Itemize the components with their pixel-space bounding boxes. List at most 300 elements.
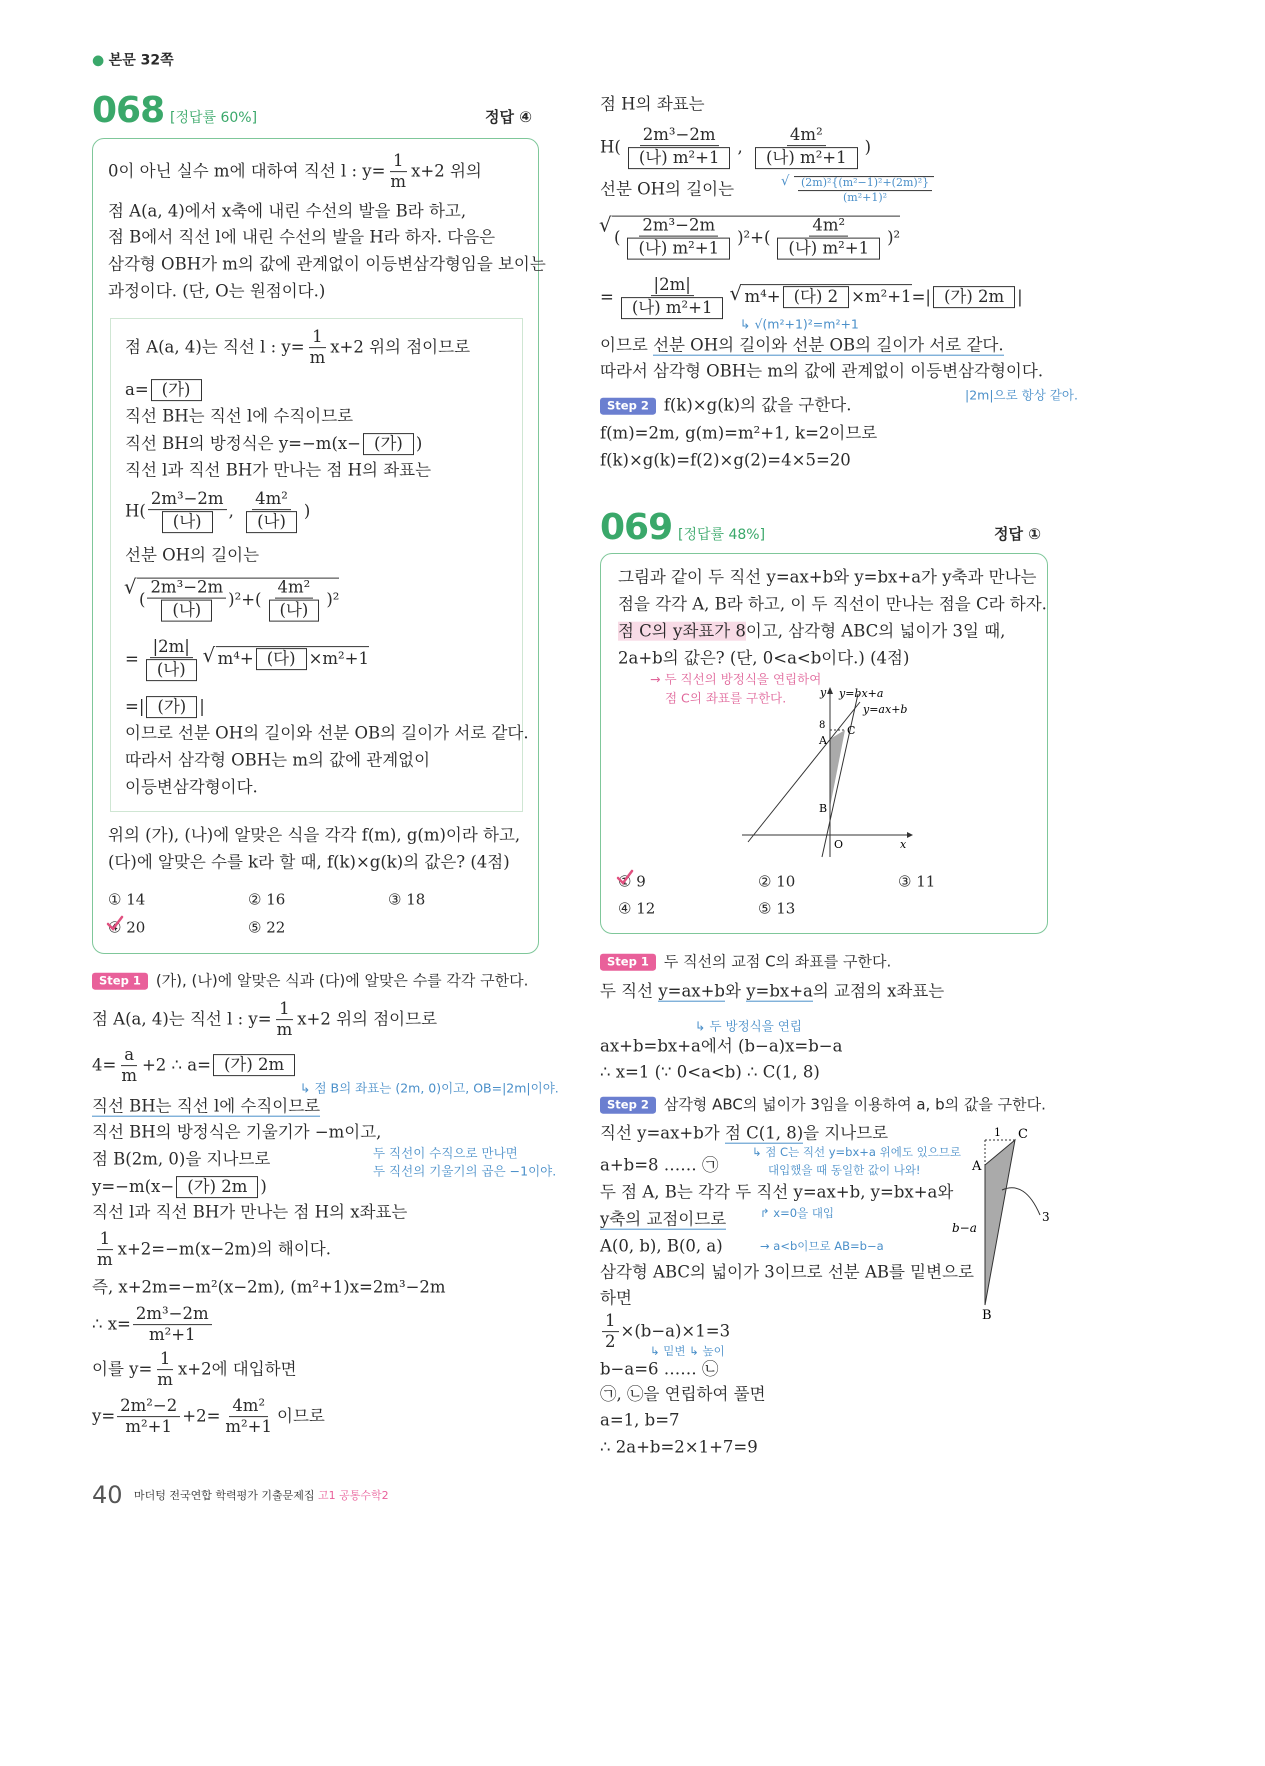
question-line xyxy=(108,853,510,874)
annotation: ↳ 점 B의 좌표는 (2m, 0)이고, OB=|2m|이야. xyxy=(300,1080,559,1096)
label-b-minus-a: b−a xyxy=(952,1221,977,1235)
text: 와 xyxy=(725,981,747,1001)
denominator xyxy=(387,172,409,192)
text: 하면 xyxy=(600,1288,632,1308)
choice-5[interactable]: ⑤ 13 xyxy=(758,899,796,918)
solution-line xyxy=(600,276,1023,320)
solution-line xyxy=(92,1203,407,1224)
problem-line xyxy=(618,568,1036,589)
step-title: f(k)×g(k)의 값을 구한다. xyxy=(663,395,852,415)
problem-line xyxy=(108,228,495,249)
label-C: C xyxy=(1018,1127,1028,1142)
numerator xyxy=(390,152,407,172)
step-title: (가), (나)에 알맞은 식과 (다)에 알맞은 수를 각각 구한다. xyxy=(155,971,529,990)
text: 을 지나므로 xyxy=(803,1123,889,1143)
denominator xyxy=(146,1325,199,1345)
subject: 고1 공통수학2 xyxy=(318,1489,389,1503)
answer-label: 정답 ① xyxy=(994,525,1041,543)
text: x+2에 대입하면 xyxy=(177,1359,297,1379)
step-title: 두 직선의 교점 C의 좌표를 구한다. xyxy=(663,952,892,971)
solution-line xyxy=(600,1289,632,1310)
text: 그림과 같이 두 직선 y=ax+b와 y=bx+a가 y축과 만나는 xyxy=(618,567,1037,587)
text: 이를 y= xyxy=(92,1359,153,1379)
numerator xyxy=(640,126,719,146)
proof-line xyxy=(125,578,339,623)
solution-line xyxy=(600,451,851,472)
fraction xyxy=(117,1397,180,1437)
pointer-arrow-icon xyxy=(1002,1188,1040,1215)
text: x+2 위의 점이므로 xyxy=(330,337,471,357)
fraction xyxy=(241,490,302,534)
text: ×m²+1 xyxy=(851,287,912,307)
choice-3[interactable]: ③ 11 xyxy=(898,872,936,891)
text: ) xyxy=(415,434,423,454)
proof-line xyxy=(125,724,529,745)
solution-line xyxy=(92,1230,331,1270)
problem-line xyxy=(108,202,466,223)
proof-line xyxy=(125,378,204,402)
text: 직선 BH의 방정식은 기울기가 −m이고, xyxy=(92,1122,382,1142)
text: 2m²−2 xyxy=(120,1396,178,1416)
step1-heading xyxy=(92,971,528,992)
problem-line xyxy=(108,255,546,276)
text: f(k)×g(k)=f(2)×g(2)=4×5=20 xyxy=(600,450,851,470)
denominator xyxy=(750,146,863,170)
solution-line xyxy=(600,1438,758,1459)
text: 선분 OH의 길이는 xyxy=(125,545,260,565)
fraction xyxy=(387,152,409,192)
fraction xyxy=(118,1046,140,1086)
triangle-abc xyxy=(830,730,845,807)
check-mark-icon xyxy=(106,915,124,931)
text: 점 A(a, 4)는 직선 l : y= xyxy=(125,337,305,357)
denominator xyxy=(840,191,890,204)
text: m²+1 xyxy=(125,1417,172,1437)
choice-4[interactable]: ④ 12 xyxy=(618,899,656,918)
line-bx-a xyxy=(822,694,858,857)
text: m²+1 xyxy=(148,1325,196,1345)
text: 4m² xyxy=(255,489,288,509)
problem-line xyxy=(618,595,1047,616)
text: 삼각형 OBH가 m의 값에 관계없이 이등변삼각형임을 보이는 xyxy=(108,254,546,274)
triangle-diagram xyxy=(950,1120,1060,1325)
text: 점 B에서 직선 l에 내린 수선의 발을 H라 하자. 다음은 xyxy=(108,227,496,247)
text: y=−m(x− xyxy=(92,1177,175,1197)
solution-line xyxy=(600,1156,719,1177)
text: x+2=−m(x−2m)의 해이다. xyxy=(117,1239,331,1259)
check-mark-icon xyxy=(616,869,634,885)
answer-blank: (나) m²+1 xyxy=(777,238,880,260)
text: =| xyxy=(125,697,145,717)
text: 0이 아닌 실수 m에 대하여 직선 l : y= xyxy=(108,161,386,181)
problem-number: 068 xyxy=(92,90,165,131)
text: =| xyxy=(911,287,931,307)
text: 점 A(a, 4)는 직선 l : y= xyxy=(92,1009,272,1029)
fraction xyxy=(94,1230,116,1270)
answer-blank: (나) m²+1 xyxy=(755,147,858,169)
text: 두 직선 xyxy=(600,981,659,1001)
text: ) xyxy=(303,501,311,521)
problem-line xyxy=(108,282,325,303)
text: +2= xyxy=(182,1406,221,1426)
y-arrow-icon xyxy=(827,687,833,694)
numerator xyxy=(133,1305,212,1325)
answer-blank: (나) m²+1 xyxy=(621,297,724,319)
solution-line xyxy=(600,1385,766,1406)
text: 이므로 선분 OH의 길이와 선분 OB의 길이가 서로 같다. xyxy=(125,723,529,743)
text: 2m³−2m xyxy=(150,577,224,597)
numerator xyxy=(809,217,848,237)
text: 따라서 삼각형 OBH는 m의 값에 관계없이 이등변삼각형이다. xyxy=(600,361,1044,381)
text: (m²+1)² xyxy=(843,190,888,204)
answer-blank: (나) xyxy=(246,511,297,533)
choice-2[interactable]: ② 10 xyxy=(758,872,796,891)
square-root xyxy=(137,578,339,623)
answer-blank: (가) 2m xyxy=(213,1054,295,1076)
text: 4m² xyxy=(789,125,823,145)
annotation: 대입했을 때 동일한 값이 나와! xyxy=(768,1163,921,1178)
text: 이므로 xyxy=(600,335,654,355)
numerator xyxy=(275,579,314,599)
solution-line xyxy=(600,1124,888,1145)
answer-blank: (나) xyxy=(162,511,213,533)
text: 1 xyxy=(99,1229,111,1249)
underlined-text: y=ax+b xyxy=(658,981,725,1001)
text: 1 xyxy=(312,327,323,347)
text: H( xyxy=(600,137,621,157)
underlined-text: y=bx+a xyxy=(746,981,813,1001)
triangle-abc xyxy=(985,1140,1015,1305)
numerator xyxy=(121,1046,137,1066)
text: 직선 BH의 방정식은 y=−m(x− xyxy=(125,434,362,454)
fraction xyxy=(274,1000,296,1040)
text: )²+( xyxy=(228,589,262,609)
annotation: ↳ 점 C는 직선 y=bx+a 위에도 있으므로 xyxy=(752,1145,962,1160)
answer-blank: (가) xyxy=(363,433,414,455)
numerator xyxy=(147,579,226,599)
answer-blank: (다) 2 xyxy=(783,286,850,308)
label-line2: y=ax+b xyxy=(863,703,908,716)
problem-number: 069 xyxy=(600,507,673,548)
denominator xyxy=(156,599,217,623)
answer-blank: (다) xyxy=(256,648,307,670)
text: 두 점 A, B는 각각 두 직선 y=ax+b, y=bx+a와 xyxy=(600,1182,954,1202)
label-x: x xyxy=(900,838,907,851)
solution-line xyxy=(600,362,1043,383)
denominator xyxy=(141,658,202,682)
answer-blank: (가) 2m xyxy=(933,286,1015,308)
label-3: 3 xyxy=(1042,1210,1050,1224)
answer-blank: (나) m²+1 xyxy=(628,147,731,169)
denominator xyxy=(154,1370,176,1390)
choice-1[interactable]: ① 14 xyxy=(108,890,146,909)
numerator xyxy=(97,1230,114,1250)
text: H( xyxy=(125,501,146,521)
solution-line xyxy=(600,1183,953,1204)
text: | xyxy=(1017,287,1023,307)
numerator xyxy=(787,126,826,146)
text: 직선 l과 직선 BH가 만나는 점 H의 좌표는 xyxy=(125,460,432,480)
pink-annotation: 점 C의 좌표를 구한다. xyxy=(665,690,787,706)
text: x+2 위의 xyxy=(411,161,482,181)
numerator xyxy=(276,1000,293,1020)
label-B: B xyxy=(982,1308,992,1323)
text: 과정이다. (단, O는 원점이다.) xyxy=(108,281,326,301)
fraction xyxy=(154,1350,176,1390)
label-O: O xyxy=(834,838,844,851)
graph-figure xyxy=(735,682,920,862)
text: |2m| xyxy=(152,637,190,657)
choice-2[interactable]: ② 16 xyxy=(248,890,286,909)
x-arrow-icon xyxy=(907,832,913,838)
annotation: → a<b이므로 AB=b−a xyxy=(760,1239,884,1254)
text: 4m² xyxy=(812,215,846,235)
denominator xyxy=(264,599,325,623)
denominator xyxy=(307,348,329,368)
step1-badge: Step 1 xyxy=(600,954,656,970)
text: ( xyxy=(139,589,146,609)
line-ax-b xyxy=(748,702,860,842)
answer-blank: (가) xyxy=(146,696,197,718)
answer-blank: (가) 2m xyxy=(176,1176,258,1198)
text: ∴ x=1 (∵ 0<a<b) ∴ C(1, 8) xyxy=(600,1062,820,1082)
text: 2a+b의 값은? (단, 0<a<b이다.) (4점) xyxy=(618,648,910,668)
solution-line xyxy=(600,1237,723,1258)
text: m²+1 xyxy=(225,1417,272,1437)
fraction xyxy=(616,276,729,320)
text: 1 xyxy=(393,151,404,171)
numerator xyxy=(150,638,193,658)
solution-line xyxy=(92,1097,320,1118)
fraction xyxy=(750,126,863,170)
choice-1[interactable]: ① 9 xyxy=(618,872,646,891)
text: ( xyxy=(614,227,621,247)
text: 2m³−2m xyxy=(642,215,716,235)
numerator xyxy=(798,177,932,191)
text: (다)에 알맞은 수를 k라 할 때, f(k)×g(k)의 값은? (4점) xyxy=(108,852,510,872)
text: 의 교점의 x좌표는 xyxy=(812,981,945,1001)
text: 2m³−2m xyxy=(150,489,224,509)
answer-label: 정답 ④ xyxy=(485,108,532,126)
solution-line xyxy=(92,1046,297,1086)
choice-3[interactable]: ③ 18 xyxy=(388,890,426,909)
denominator xyxy=(616,296,729,320)
text: 1 xyxy=(279,999,290,1019)
numerator xyxy=(157,1350,174,1370)
choice-4[interactable]: ④ 20 xyxy=(108,918,146,937)
denominator xyxy=(772,237,885,261)
label-C: C xyxy=(847,724,856,737)
fraction xyxy=(148,490,227,534)
proof-line xyxy=(125,328,470,368)
book-title xyxy=(134,1489,389,1503)
page-number: 40 xyxy=(92,1481,123,1509)
text: x+2 위의 점이므로 xyxy=(297,1009,438,1029)
text: = xyxy=(125,649,139,669)
denominator xyxy=(222,1417,275,1437)
text: |2m| xyxy=(653,275,691,295)
circle-icon: ● xyxy=(92,52,105,69)
text: a= xyxy=(125,380,149,400)
text: ax+b=bx+a에서 (b−a)x=b−a xyxy=(600,1036,843,1056)
text: (2m)²{(m²−1)²+(2m)²} xyxy=(801,176,930,190)
correct-rate: [정답률 60%] xyxy=(170,110,258,126)
text: ×m²+1 xyxy=(308,649,369,669)
text: 이므로 xyxy=(277,1406,325,1426)
solution-line xyxy=(92,1397,325,1437)
solution-line xyxy=(600,216,900,261)
label-B: B xyxy=(819,802,828,815)
text: b−a=6 …… ㉡ xyxy=(600,1359,719,1379)
step2-heading xyxy=(600,1095,1046,1116)
numerator xyxy=(117,1397,180,1417)
text: , xyxy=(737,137,748,157)
fraction xyxy=(622,217,735,261)
text: 점 H의 좌표는 xyxy=(600,94,705,114)
question-line xyxy=(108,826,520,847)
text: 점 A(a, 4)에서 x축에 내린 수선의 발을 B라 하고, xyxy=(108,201,467,221)
numerator xyxy=(252,490,291,510)
text: 직선 y=ax+b가 xyxy=(600,1123,725,1143)
text: 점을 각각 A, B라 하고, 이 두 직선이 만나는 점을 C라 하자. xyxy=(618,594,1047,614)
square-root xyxy=(794,176,934,204)
numerator xyxy=(229,1397,268,1417)
text: 점 B(2m, 0)을 지나므로 xyxy=(92,1149,271,1169)
annotation-sqrt xyxy=(782,176,934,204)
underlined-text: 직선 BH는 직선 l에 수직이므로 xyxy=(92,1096,321,1116)
text: )² xyxy=(887,227,901,247)
text: | xyxy=(199,697,205,717)
text: 이등변삼각형이다. xyxy=(125,777,258,797)
text: A(0, b), B(0, a) xyxy=(600,1236,723,1256)
solution-line xyxy=(600,1360,719,1381)
solution-line xyxy=(92,1123,381,1144)
annotation: 두 직선이 수직으로 만나면 xyxy=(373,1145,518,1161)
solution-line xyxy=(600,1210,726,1231)
square-root xyxy=(742,284,911,309)
denominator xyxy=(122,1417,175,1437)
proof-line xyxy=(125,695,205,719)
text: y= xyxy=(92,1406,116,1426)
proof-line xyxy=(125,546,259,567)
annotation: ↳ 두 방정식을 연립 xyxy=(695,1018,802,1034)
solution-line xyxy=(600,126,871,170)
fraction xyxy=(798,177,932,204)
proof-line xyxy=(125,490,310,534)
book-name: 마더텅 전국연합 학력평가 기출문제집 xyxy=(134,1489,315,1503)
step-title: 삼각형 ABC의 넓이가 3임을 이용하여 a, b의 값을 구한다. xyxy=(663,1095,1046,1114)
text: a+b=8 …… ㉠ xyxy=(600,1155,719,1175)
solution-line xyxy=(600,1063,820,1084)
label-A: A xyxy=(972,1159,982,1174)
highlighted-text: 점 C의 y좌표가 8 xyxy=(618,621,746,641)
correct-rate: [정답률 48%] xyxy=(678,527,766,543)
answer-blank: (나) xyxy=(146,659,197,681)
label-A: A xyxy=(819,734,827,747)
fraction xyxy=(623,126,736,170)
answer-blank: (가) xyxy=(151,379,202,401)
text: 4m² xyxy=(277,577,311,597)
annotation: 두 직선의 기울기의 곱은 −1이야. xyxy=(373,1163,557,1179)
text: 직선 l과 직선 BH가 만나는 점 H의 x좌표는 xyxy=(92,1202,408,1222)
proof-line xyxy=(125,778,258,799)
text: 이고, 삼각형 ABC의 넓이가 3일 때, xyxy=(745,621,1006,641)
fraction xyxy=(264,579,325,623)
denominator xyxy=(118,1066,140,1086)
solution-line xyxy=(600,424,877,445)
denominator xyxy=(622,237,735,261)
text: f(m)=2m, g(m)=m²+1, k=2이므로 xyxy=(600,423,878,443)
numerator xyxy=(602,1312,619,1332)
fraction xyxy=(602,1312,619,1352)
fraction xyxy=(772,217,885,261)
text: +2 ∴ a= xyxy=(141,1055,211,1075)
text: )² xyxy=(326,589,340,609)
text: 1 xyxy=(605,1311,616,1331)
text: m⁴+ xyxy=(217,649,254,669)
section-ref: ● 본문 32쪽 xyxy=(92,52,174,69)
solution-line xyxy=(92,1350,297,1390)
numerator xyxy=(639,217,718,237)
annotation: |2m|으로 항상 같아. xyxy=(965,387,1078,403)
text: ∴ 2a+b=2×1+7=9 xyxy=(600,1437,758,1457)
annotation: ↳ √(m²+1)²=m²+1 xyxy=(740,316,859,332)
text: 선분 OH의 길이는 xyxy=(600,179,735,199)
text: m xyxy=(276,1020,293,1040)
text: 4m² xyxy=(232,1396,266,1416)
answer-blank: (나) xyxy=(269,600,320,622)
text: m xyxy=(309,348,326,368)
text: ㉠, ㉡을 연립하여 풀면 xyxy=(600,1384,766,1404)
text: a xyxy=(124,1045,135,1065)
proof-line xyxy=(125,751,430,772)
underlined-text: y축의 교점이므로 xyxy=(600,1209,727,1229)
tick-8: 8 xyxy=(819,720,826,731)
denominator xyxy=(157,510,218,534)
annotation: ↱ x=0을 대입 xyxy=(760,1206,835,1221)
denominator xyxy=(623,146,736,170)
solution-line xyxy=(92,1278,446,1299)
fraction xyxy=(307,328,329,368)
text: 2 xyxy=(605,1332,616,1352)
solution-line xyxy=(600,1411,680,1432)
denominator xyxy=(274,1020,296,1040)
numerator xyxy=(148,490,227,510)
text: 삼각형 ABC의 넓이가 3이므로 선분 AB를 밑변으로 xyxy=(600,1262,974,1282)
choice-5: ⑤ 22 xyxy=(248,918,286,937)
step2-heading xyxy=(600,396,851,417)
numerator xyxy=(309,328,326,348)
solution-line xyxy=(600,95,705,116)
solution-line xyxy=(92,1175,267,1199)
step1-heading xyxy=(600,952,891,973)
step2-badge: Step 2 xyxy=(600,1097,656,1113)
problem-line xyxy=(618,622,1005,643)
solution-line xyxy=(600,1263,974,1284)
answer-blank: (나) xyxy=(161,600,212,622)
text: m xyxy=(97,1250,113,1270)
text: ×(b−a)×1=3 xyxy=(620,1321,731,1341)
answer-blank: (나) m²+1 xyxy=(627,238,730,260)
text: m⁴+ xyxy=(744,287,781,307)
text: m xyxy=(121,1066,137,1086)
text: m xyxy=(390,172,407,192)
text: 직선 BH는 직선 l에 수직이므로 xyxy=(125,406,354,426)
square-root xyxy=(216,646,369,671)
underlined-text: 선분 OH의 길이와 선분 OB의 길이가 서로 같다. xyxy=(653,335,1004,355)
text: 위의 (가), (나)에 알맞은 식을 각각 f(m), g(m)이라 하고, xyxy=(108,825,521,845)
solution-line xyxy=(92,1305,214,1345)
